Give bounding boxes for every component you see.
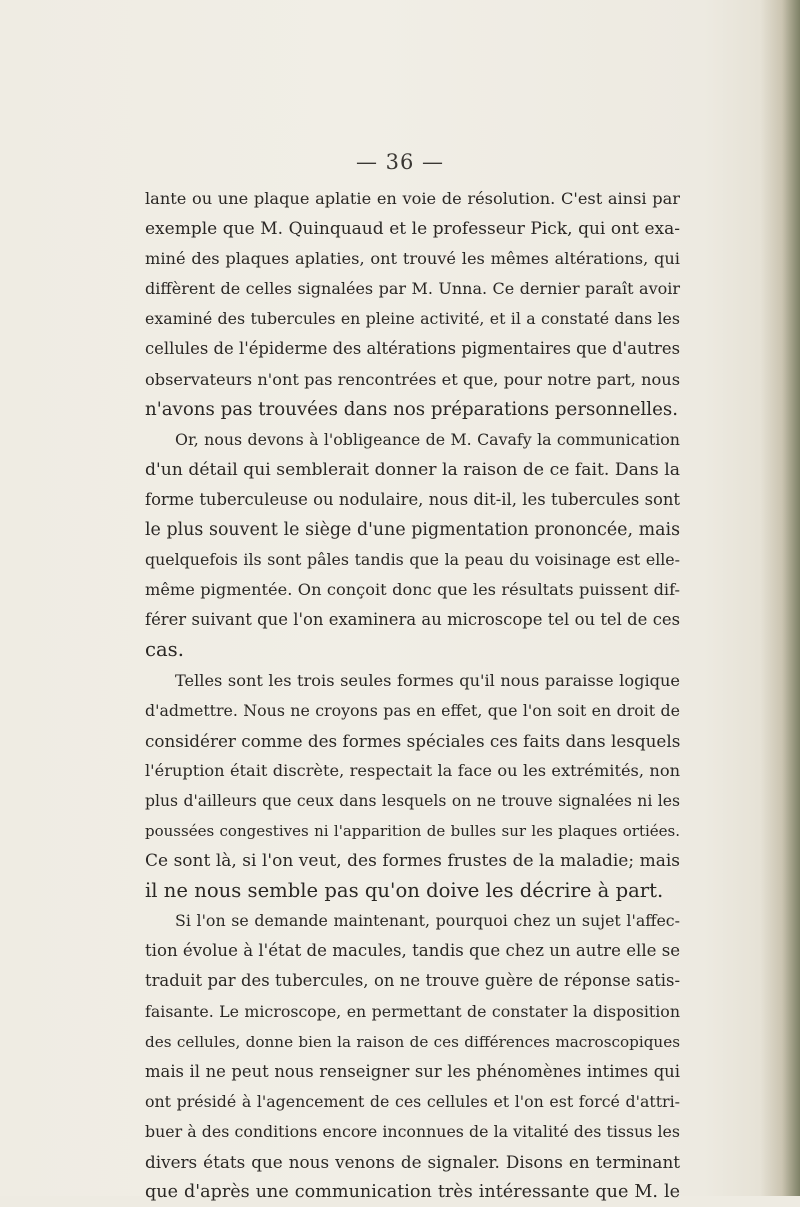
text-line: traduit par des tubercules, on ne trouve guère de réponse satis- bbox=[145, 971, 680, 991]
text-line: mais il ne peut nous renseigner sur les phénomènes intimes qui bbox=[145, 1061, 680, 1081]
text-line: d'admettre. Nous ne croyons pas en effet, que l'on soit en droit de bbox=[145, 700, 680, 720]
text-line: il ne nous semble pas qu'on doive les décrire à part. bbox=[145, 879, 664, 903]
body-text bbox=[145, 184, 680, 1207]
text-line: divers états que nous venons de signaler. Disons en terminant bbox=[145, 1152, 680, 1172]
text-line: quelquefois ils sont pâles tandis que la peau du voisinage est elle- bbox=[145, 550, 680, 570]
text-line: lante ou une plaque aplatie en voie de résolution. C'est ainsi par bbox=[145, 189, 680, 208]
text-line: faisante. Le microscope, en permettant de constater la disposition bbox=[145, 1001, 680, 1021]
text-line: l'éruption était discrète, respectait la face ou les extrémités, non bbox=[145, 760, 680, 780]
text-line: examiné des tubercules en pleine activité, et il a constaté dans les bbox=[145, 309, 680, 329]
text-line: tion évolue à l'état de macules, tandis que chez un autre elle se bbox=[145, 941, 681, 961]
text-line: forme tuberculeuse ou nodulaire, nous dit-il, les tubercules sont bbox=[145, 489, 680, 509]
page-edge-shadow bbox=[760, 0, 800, 1196]
text-line: cas. bbox=[145, 638, 184, 662]
text-line: miné des plaques aplaties, ont trouvé les mêmes altérations, qui bbox=[145, 249, 680, 269]
text-line: des cellules, donne bien la raison de ces différences macroscopiques bbox=[145, 1032, 680, 1051]
text-line: considérer comme des formes spéciales ces faits dans lesquels bbox=[145, 730, 681, 751]
page-number: — 36 — bbox=[355, 150, 445, 174]
text-line: férer suivant que l'on examinera au microscope tel ou tel de ces bbox=[145, 610, 680, 630]
text-line: Ce sont là, si l'on veut, des formes frustes de la maladie; mais bbox=[145, 851, 680, 872]
text-line: plus d'ailleurs que ceux dans lesquels on ne trouve signalées ni les bbox=[145, 791, 680, 810]
text-line: cellules de l'épiderme des altérations pigmentaires que d'autres bbox=[145, 339, 680, 359]
text-line: exemple que M. Quinquaud et le professeur Pick, qui ont exa- bbox=[145, 219, 680, 240]
text-line: ont présidé à l'agencement de ces cellules et l'on est forcé d'attri- bbox=[145, 1091, 680, 1111]
text-line: le plus souvent le siège d'une pigmentation prononcée, mais bbox=[145, 520, 680, 541]
text-line: que d'après une communication très intéressante que M. le bbox=[145, 1182, 680, 1203]
text-line: d'un détail qui semblerait donner la raison de ce fait. Dans la bbox=[145, 459, 680, 480]
text-line: Or, nous devons à l'obligeance de M. Cavafy la communication bbox=[175, 429, 680, 449]
text-line: n'avons pas trouvées dans nos préparations personnelles. bbox=[145, 398, 678, 420]
text-line: diffèrent de celles signalées par M. Unna. Ce dernier paraît avoir bbox=[145, 279, 680, 299]
text-line: poussées congestives ni l'apparition de bulles sur les plaques ortiées. bbox=[145, 821, 680, 840]
text-line: observateurs n'ont pas rencontrées et que, pour notre part, nous bbox=[145, 369, 680, 389]
text-line: même pigmentée. On conçoit donc que les résultats puissent dif- bbox=[145, 580, 680, 600]
text-line: Telles sont les trois seules formes qu'il nous paraisse logique bbox=[175, 670, 680, 690]
text-line: Si l'on se demande maintenant, pourquoi chez un sujet l'affec- bbox=[175, 911, 680, 931]
text-line: buer à des conditions encore inconnues de la vitalité des tissus les bbox=[145, 1121, 680, 1141]
